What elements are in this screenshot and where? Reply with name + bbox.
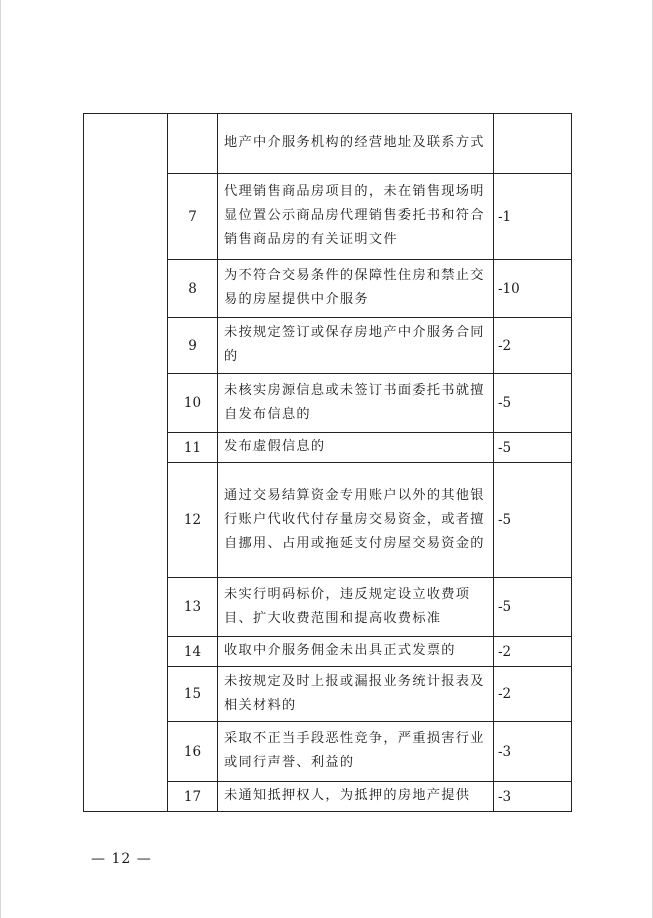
score-cell: -3 — [494, 722, 572, 782]
score-cell: -5 — [494, 463, 572, 578]
row-number: 13 — [168, 578, 218, 637]
rule-text: 未实行明码标价，违反规定设立收费项目、扩大收费范围和提高收费标准 — [218, 578, 494, 637]
rule-text: 未通知抵押权人，为抵押的房地产提供 — [218, 782, 494, 812]
row-number: 17 — [168, 782, 218, 812]
rule-text: 未按规定签订或保存房地产中介服务合同的 — [218, 318, 494, 374]
category-cell — [84, 114, 168, 812]
rule-text: 收取中介服务佣金未出具正式发票的 — [218, 637, 494, 667]
table-row — [84, 114, 572, 174]
rule-text: 未核实房源信息或未签订书面委托书就擅自发布信息的 — [218, 374, 494, 433]
rule-text: 未按规定及时上报或漏报业务统计报表及相关材料的 — [218, 667, 494, 722]
score-cell: -2 — [494, 637, 572, 667]
rule-text: 通过交易结算资金专用账户以外的其他银行账户代收代付存量房交易资金，或者擅自挪用、占用或拖延支付房屋交易资金的 — [218, 463, 494, 578]
score-cell — [494, 114, 572, 174]
rule-text: 代理销售商品房项目的，未在销售现场明显位置公示商品房代理销售委托书和符合销售商品房的有关证明文件 — [218, 174, 494, 260]
page-number: — 12 — — [91, 851, 152, 867]
row-number: 8 — [168, 260, 218, 318]
score-cell: -2 — [494, 318, 572, 374]
rule-text: 地产中介服务机构的经营地址及联系方式 — [218, 114, 494, 174]
deduction-rules-table — [83, 113, 572, 812]
rule-text: 为不符合交易条件的保障性住房和禁止交易的房屋提供中介服务 — [218, 260, 494, 318]
row-number: 16 — [168, 722, 218, 782]
row-number: 15 — [168, 667, 218, 722]
row-number: 14 — [168, 637, 218, 667]
score-cell: -3 — [494, 782, 572, 812]
row-number: 11 — [168, 433, 218, 463]
row-number: 9 — [168, 318, 218, 374]
score-cell: -5 — [494, 433, 572, 463]
score-cell: -1 — [494, 174, 572, 260]
row-number — [168, 114, 218, 174]
row-number: 12 — [168, 463, 218, 578]
rule-text: 采取不正当手段恶性竞争，严重损害行业或同行声誉、利益的 — [218, 722, 494, 782]
score-cell: -2 — [494, 667, 572, 722]
row-number: 10 — [168, 374, 218, 433]
score-cell: -5 — [494, 578, 572, 637]
rule-text: 发布虚假信息的 — [218, 433, 494, 463]
score-cell: -10 — [494, 260, 572, 318]
row-number: 7 — [168, 174, 218, 260]
score-cell: -5 — [494, 374, 572, 433]
